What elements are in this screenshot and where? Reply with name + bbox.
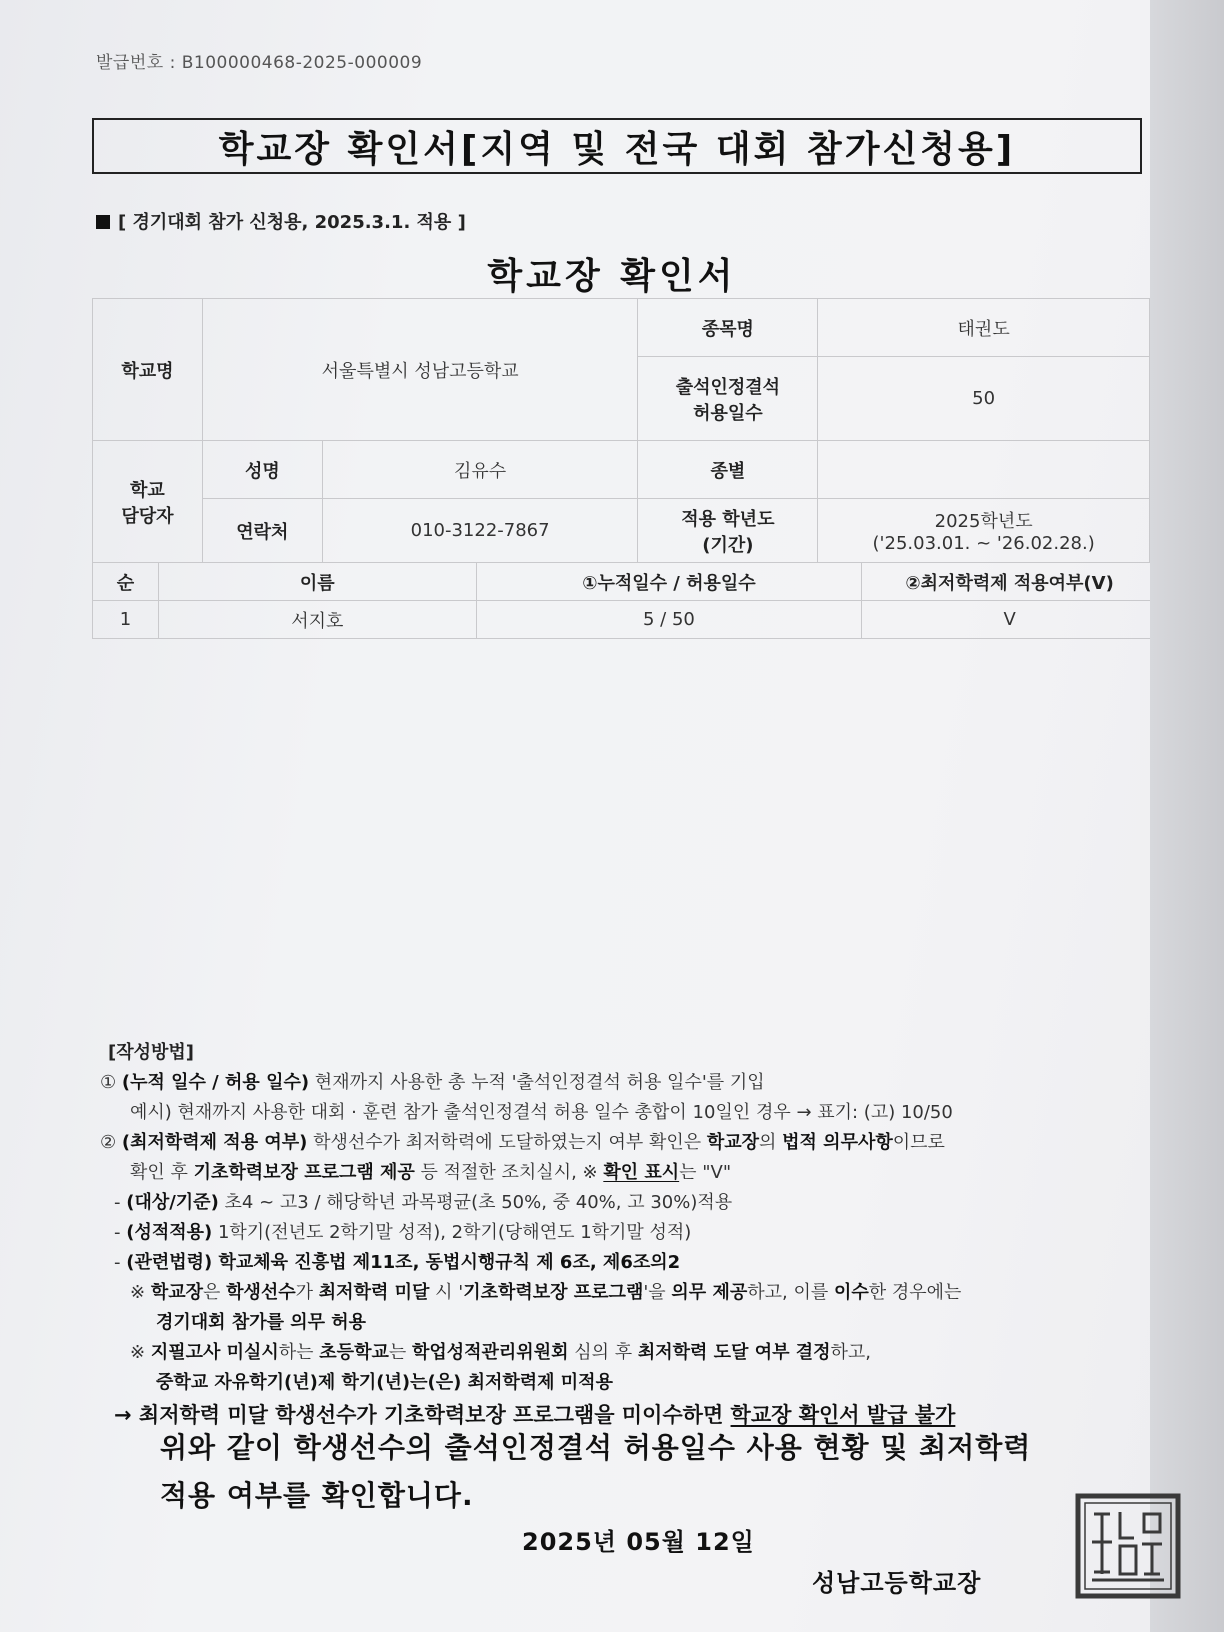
row-applied: V (862, 601, 1158, 639)
issue-number: 발급번호 : B100000468-2025-000009 (96, 53, 423, 73)
guide-line-8: ※ 학교장은 학생선수가 최저학력 미달 시 '기초학력보장 프로그램'을 의무 제공하고, 이를 이수한 경우에는 (130, 1282, 962, 1303)
row-name: 서지호 (158, 601, 476, 639)
guide-line-2: 예시) 현재까지 사용한 대회 · 훈련 참가 출석인정결석 허용 일수 총합이 10일인 경우 → 표기: (고) 10/50 (130, 1102, 953, 1123)
type-value (818, 441, 1150, 499)
issue-date: 2025년 05월 12일 (522, 1528, 755, 1556)
school-label: 학교명 (93, 299, 203, 441)
guide-line-9: 경기대회 참가를 의무 허용 (156, 1312, 367, 1333)
col-header-days: ①누적일수 / 허용일수 (476, 563, 862, 601)
document-header-box (92, 118, 1142, 174)
guide-line-5: - (대상/기준) 초4 ~ 고3 / 해당학년 과목평균(초 50%, 중 40%, 고 30%)적용 (114, 1192, 733, 1213)
page-title: 학교장 확인서 (487, 256, 737, 297)
row-days: 5 / 50 (476, 601, 862, 639)
guide-line-11: 중학교 자유학기(년)제 학기(년)는(은) 최저학력제 미적용 (156, 1372, 613, 1393)
guide-line-6: - (성적적용) 1학기(전년도 2학기말 성적), 2학기(당해연도 1학기말 성적) (114, 1222, 692, 1243)
allow-days-label: 출석인정결석 허용일수 (638, 357, 818, 441)
students-table (92, 562, 1158, 639)
confirmation-line-1: 위와 같이 학생선수의 출석인정결석 허용일수 사용 현황 및 최저학력 (160, 1431, 1032, 1464)
col-header-name: 이름 (158, 563, 476, 601)
col-header-no: 순 (93, 563, 159, 601)
sport-value: 태권도 (818, 299, 1150, 357)
contact-label: 연락처 (202, 499, 322, 563)
black-square-icon (96, 215, 110, 229)
guide-line-3: ② (최저학력제 적용 여부) 학생선수가 최저학력에 도달하였는지 여부 확인은 학교장의 법적 의무사항이므로 (100, 1132, 945, 1153)
apply-note (96, 208, 466, 234)
col-header-applied: ②최저학력제 적용여부(V) (862, 563, 1158, 601)
year-label: 적용 학년도 (기간) (638, 499, 818, 563)
guide-line-1: ① (누적 일수 / 허용 일수) 현재까지 사용한 총 누적 '출석인정결석 허용 일수'를 기입 (100, 1072, 765, 1093)
confirmation-line-2: 적용 여부를 확인합니다. (160, 1479, 474, 1512)
guide-heading: [작성방법] (108, 1042, 195, 1063)
signer-name: 성남고등학교장 (812, 1569, 982, 1597)
table-row (93, 601, 1158, 639)
writing-guide (100, 1038, 1180, 1430)
name-label: 성명 (202, 441, 322, 499)
official-seal-stamp (1074, 1492, 1182, 1600)
year-value: 2025학년도 ('25.03.01. ~ '26.02.28.) (818, 499, 1150, 563)
school-value: 서울특별시 성남고등학교 (202, 299, 638, 441)
guide-line-10: ※ 지필고사 미실시하는 초등학교는 학업성적관리위원회 심의 후 최저학력 도달 여부 결정하고, (130, 1342, 872, 1363)
guide-line-7: - (관련법령) 학교체육 진흥법 제11조, 동법시행규칙 제 6조, 제6조의2 (114, 1252, 681, 1273)
info-table (92, 298, 1150, 563)
contact-value: 010-3122-7867 (322, 499, 638, 563)
type-label: 종별 (638, 441, 818, 499)
sport-label: 종목명 (638, 299, 818, 357)
confirmation-statement (160, 1424, 1031, 1520)
apply-note-text: [ 경기대회 참가 신청용, 2025.3.1. 적용 ] (118, 212, 466, 233)
allow-days-value: 50 (818, 357, 1150, 441)
manager-label: 학교 담당자 (93, 441, 203, 563)
guide-line-12: → 최저학력 미달 학생선수가 기초학력보장 프로그램을 미이수하면 학교장 확인서 발급 불가 (114, 1403, 956, 1427)
row-no: 1 (93, 601, 159, 639)
guide-line-4: 확인 후 기초학력보장 프로그램 제공 등 적절한 조치실시, ※ 확인 표시는 "V" (130, 1162, 732, 1183)
name-value: 김유수 (322, 441, 638, 499)
page-edge-shadow (1150, 0, 1224, 1632)
document-header-title: 학교장 확인서[지역 및 전국 대회 참가신청용] (218, 128, 1016, 170)
